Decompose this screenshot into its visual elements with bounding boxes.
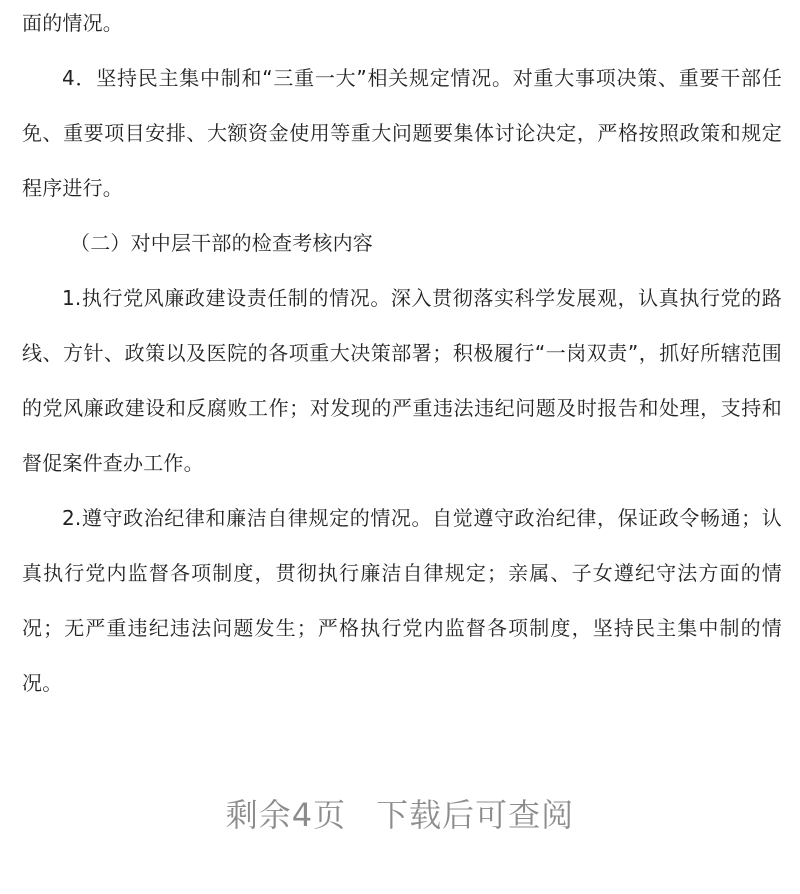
document-body xyxy=(22,0,782,711)
paragraph-middle-item-2: 2.遵守政治纪律和廉洁自律规定的情况。自觉遵守政治纪律，保证政令畅通；认真执行党内监督各项制度，贯彻执行廉洁自律规定；亲属、子女遵纪守法方面的情况；无严重违纪违法问题发生；严格执行党内监督各项制度，坚持民主集中制的情况。 xyxy=(22,506,782,695)
section-heading-middle-cadres: （二）对中层干部的检查考核内容 xyxy=(70,231,373,255)
paragraph-previous-continuation: 面的情况。 xyxy=(22,11,123,35)
download-to-read-banner[interactable] xyxy=(0,790,800,836)
paragraph-middle-item-1: 1.执行党风廉政建设责任制的情况。深入贯彻落实科学发展观，认真执行党的路线、方针、政策以及医院的各项重大决策部署；积极履行“一岗双责”，抓好所辖范围的党风廉政建设和反腐败工作；对发现的严重违法违纪问题及时报告和处理，支持和督促案件查办工作。 xyxy=(22,286,782,475)
remaining-pages-label: 剩余4页 xyxy=(225,796,347,834)
paragraph-item-4: 4．坚持民主集中制和“三重一大”相关规定情况。对重大事项决策、重要干部任免、重要项目安排、大额资金使用等重大问题要集体讨论决定，严格按照政策和规定程序进行。 xyxy=(22,66,782,200)
download-to-view-label: 下载后可查阅 xyxy=(376,796,575,834)
